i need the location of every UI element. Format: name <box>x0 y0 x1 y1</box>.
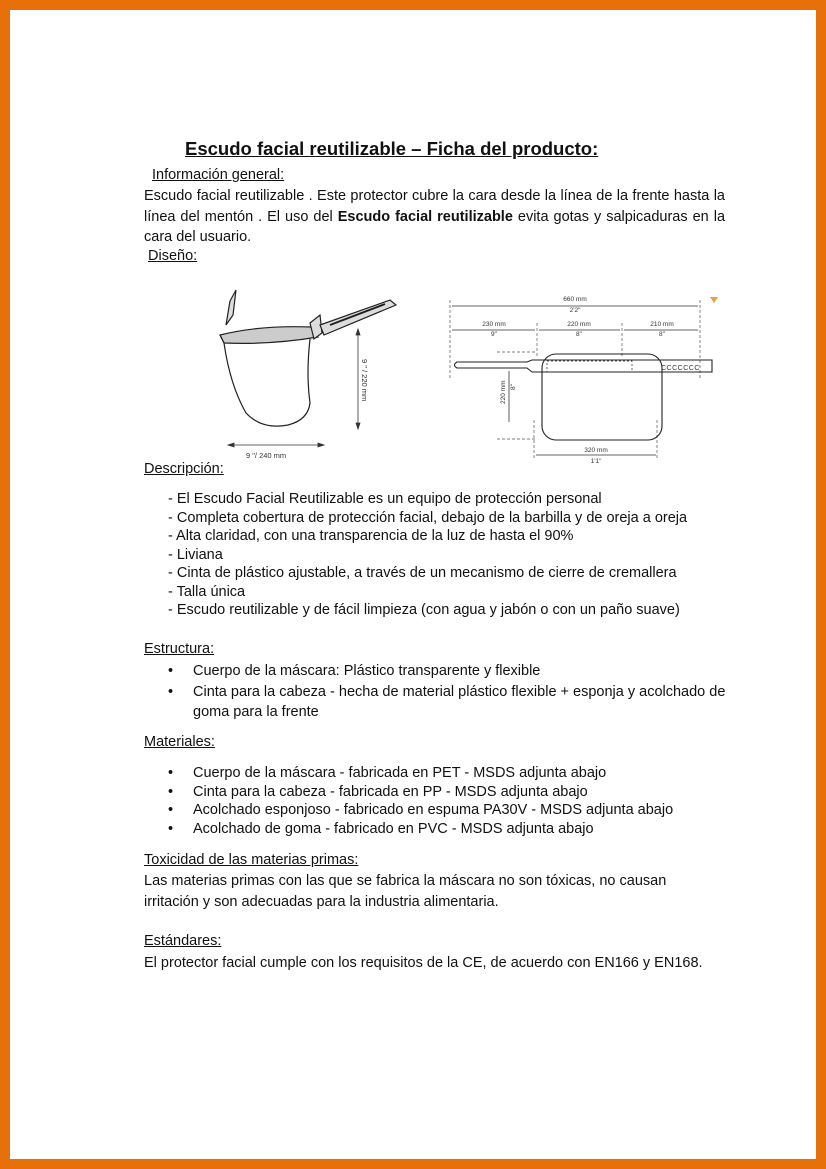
structure-heading: Estructura: <box>144 641 215 657</box>
description-heading: Descripción: <box>144 461 224 477</box>
bullet-icon: • <box>168 820 174 837</box>
description-item: - Completa cobertura de protección facial, debajo de la barbilla y de oreja a oreja <box>168 509 688 526</box>
page-title: Escudo facial reutilizable – Ficha del producto: <box>185 138 599 159</box>
description-item: - Escudo reutilizable y de fácil limpieza (con agua y jabón o con un paño suave) <box>168 602 680 618</box>
right-length-in: 8" <box>659 331 665 338</box>
total-length-in: 2'2" <box>569 307 581 314</box>
side-view-diagram <box>200 285 415 465</box>
shield-height-in: 8" <box>510 384 517 390</box>
general-info-heading: Información general: <box>152 167 285 183</box>
bullet-icon: • <box>168 765 174 781</box>
structure-list <box>144 661 734 723</box>
materials-list <box>144 764 784 838</box>
material-item: • Acolchado esponjoso - fabricado en espuma PA30V - MSDS adjunta abajo <box>168 802 674 818</box>
description-item: - Cinta de plástico ajustable, a través de un mecanismo de cierre de cremallera <box>168 565 677 581</box>
left-length-in: 9" <box>491 331 497 338</box>
toxicity-text: Las materias primas con las que se fabrica la máscara no son tóxicas, no causan irritación y son adecuadas para la industria alimentaria. <box>144 873 667 910</box>
standards-text: El protector facial cumple con los requisitos de la CE, de acuerdo con EN166 y EN168. <box>144 955 703 971</box>
side-dimension-lines <box>228 329 360 447</box>
general-text-part-2: evita gotas y salpicaduras en la cara del usuario. <box>144 208 726 245</box>
description-item: - Talla única <box>168 583 246 600</box>
general-info-text <box>144 186 725 248</box>
structure-item: • Cuerpo de la máscara: Plástico transparente y flexible <box>144 661 734 682</box>
document-page <box>10 10 816 1159</box>
side-width-label: 9 "/ 240 mm <box>246 451 287 460</box>
structure-item: • Cinta para la cabeza - hecha de material plástico flexible + esponja y acolchado de goma para la frente <box>168 683 726 720</box>
top-view-diagram <box>442 288 727 466</box>
total-length-mm: 660 mm <box>563 296 587 303</box>
left-length-mm: 230 mm <box>482 321 506 328</box>
mid-length-in: 8" <box>576 331 582 338</box>
shield-width-mm: 320 mm <box>584 447 608 454</box>
mid-length-mm: 220 mm <box>567 321 591 328</box>
material-item: • Cuerpo de la máscara - fabricada en PET - MSDS adjunta abajo <box>168 765 607 781</box>
material-item: • Acolchado de goma - fabricado en PVC - MSDS adjunta abajo <box>168 820 594 837</box>
bullet-icon: • <box>168 663 174 679</box>
bullet-icon: • <box>168 783 174 800</box>
standards-heading: Estándares: <box>144 933 222 949</box>
description-item: - Liviana <box>168 546 223 563</box>
bullet-icon: • <box>168 802 174 818</box>
shield-height-mm: 220 mm <box>500 380 507 404</box>
bullet-icon: • <box>168 683 174 700</box>
description-item: - El Escudo Facial Reutilizable es un equipo de protección personal <box>168 491 602 507</box>
dimension-arrows <box>452 306 698 455</box>
materials-heading: Materiales: <box>144 734 215 750</box>
right-length-mm: 210 mm <box>650 321 674 328</box>
side-height-label: 9 " / 220 mm <box>360 359 369 402</box>
description-item: - Alta claridad, con una transparencia de la luz de hasta el 90% <box>168 528 574 544</box>
product-name-bold: Escudo facial reutilizable <box>337 208 513 225</box>
description-list <box>168 490 687 620</box>
design-heading: Diseño: <box>148 248 198 264</box>
general-text-part-1: Escudo facial reutilizable . Este protector cubre la cara desde la línea de la frente hasta la línea del mentón . El uso del <box>144 188 725 225</box>
toxicity-heading: Toxicidad de las materias primas: <box>144 852 359 868</box>
marker-triangle-icon <box>710 297 718 303</box>
material-item: • Cinta para la cabeza - fabricada en PP - MSDS adjunta abajo <box>168 783 588 800</box>
shield-width-in: 1'1" <box>590 458 602 465</box>
strap-teeth: CCCCCCC <box>661 365 700 372</box>
